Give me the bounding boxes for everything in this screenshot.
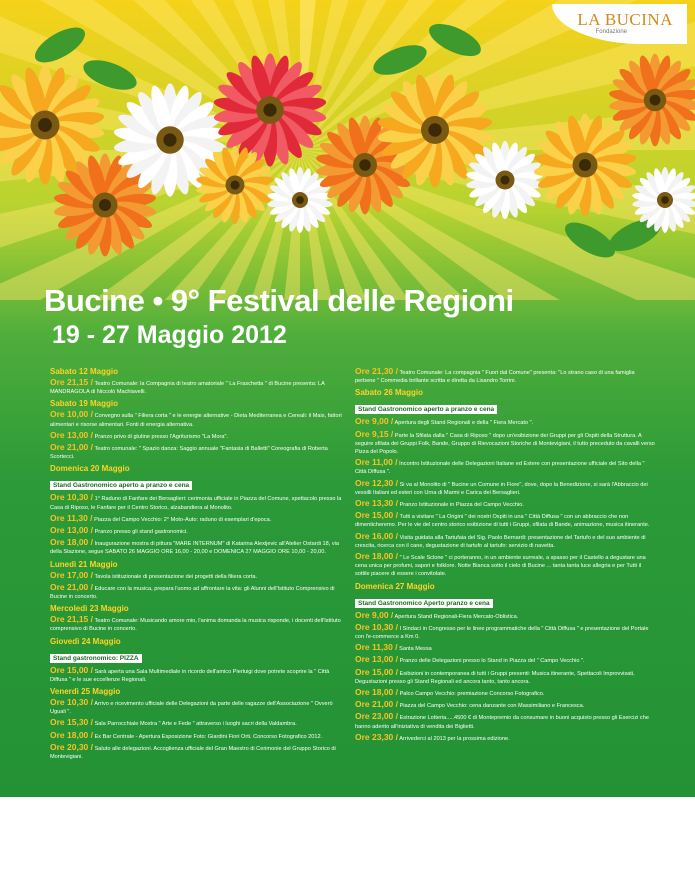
event-time: Ore 10,30 / [355, 621, 399, 632]
event-time: Ore 10,00 / [50, 409, 94, 420]
event-time: Ore 9,15 / [355, 428, 394, 439]
program-day-heading: Lunedì 21 Maggio [50, 559, 118, 569]
event-time: Ore 18,00 / [355, 687, 399, 698]
event-time: Ore 18,00 / [355, 551, 399, 562]
program-event [50, 718, 345, 728]
event-description: Tavola istituzionale di presentazione dei progetti della filiera corta. [94, 573, 258, 580]
brand-subtitle: Fondazione [595, 29, 627, 35]
program-day-heading: Giovedì 24 Maggio [50, 636, 121, 646]
program-event [50, 493, 345, 511]
event-description: " Le Scale Sclone " ci porteranno, in un ambiente surreale, a spasso per il Castello a degustare una cena unica per profumi, sapori e folklore. Notte Bianca sotto il cielo di Bucine ... tanta tanta luce allegria e per Tutti il sottile piacere di essere i convitolate. [355, 555, 646, 578]
stand-banner: Stand Gastronomico Aperto pranzo e cena [355, 599, 493, 608]
program-event [50, 698, 345, 716]
event-time: Ore 21,00 / [50, 581, 94, 592]
event-description: Arrivederci al 2013 per la prossima edizione. [399, 735, 510, 742]
event-description: Saluto alle delegazioni. Accoglienza ufficiale del Gran Maestro di Cerimonie del Gruppo Storico di Montevigiani. [50, 745, 336, 761]
event-description: Incontro Istituzionale delle Delegazioni Italiane ed Estere con presentazione ufficiale del Sito della " Città Diffusa ". [355, 461, 645, 476]
poster-title: Bucine • 9° Festival delle Regioni [44, 283, 514, 318]
event-time: Ore 10,30 / [50, 492, 94, 503]
leaf [370, 39, 431, 81]
program-day-heading: Domenica 20 Maggio [50, 464, 130, 474]
program-day-heading: Sabato 12 Maggio [50, 367, 119, 376]
event-time: Ore 15,00 / [50, 664, 94, 675]
program-event [50, 378, 345, 396]
program-event [50, 526, 345, 536]
program-event [355, 700, 655, 710]
event-time: Ore 21,00 / [355, 699, 399, 710]
event-description: Tutti a visitare " La Origini " dei nostri Ospiti in una " Città Diffusa " con un abbraccio che non dimenticheremo. Per le vie del centro storico esibizione di tutti i Gruppi, sfilata di Bande, animazione, musica itinerante. [355, 514, 650, 529]
program-left-column [50, 366, 345, 763]
event-time: Ore 21,30 / [355, 366, 399, 376]
program-event [50, 538, 345, 556]
event-description: Educare con la musica, prepara l'uomo ad affrontare la vita: gli Alunni dell'Istituto Comprensivo di Bucine in concerto. [50, 585, 335, 601]
event-description: Palco Campo Vecchio: premiazione Concorso Fotografico. [399, 691, 545, 698]
program-event [50, 743, 345, 761]
event-description: Pranzo privo di glutine presso l'Agriturismo "La Mora". [94, 433, 229, 440]
program-event [355, 623, 655, 641]
event-time: Ore 21,15 / [50, 614, 94, 625]
event-time: Ore 11,30 / [355, 642, 398, 653]
event-description: Si va al Monolito di " Bucine un Comune in Fiore", dove, dopo la Benedizione, si sarà l'Abbraccio dei vessilli Italiani ed esteri con Urna di Marmi e Carica dei Bersaglieri. [355, 481, 648, 496]
event-description: Teatro Comunale: la Compagnia di teatro amatoriale " La Fraschetta " di Bucine presenta: LA MANDRAGOLA di Niccolò Machiavelli. [50, 381, 325, 396]
event-time: Ore 9,00 / [355, 609, 394, 620]
program-event [50, 731, 345, 741]
gerbera-flower [267, 167, 333, 233]
program-day-heading: Sabato 26 Maggio [355, 388, 424, 398]
program-event [355, 367, 655, 385]
program-event [355, 733, 655, 743]
leaf [30, 21, 90, 70]
event-description: Visita guidata alla Tartufaia del Sig. Paolo Bernardi: presentazione del Tartufo e del suo ambiente di crescita, ricerca con il cane, degustazione di tartufo al tartufo: servizio di navetta. [355, 534, 646, 549]
program-right-column [355, 366, 655, 745]
program-event [355, 668, 655, 686]
program-event [355, 552, 655, 579]
event-time: Ore 13,00 / [50, 429, 94, 440]
program-event [355, 611, 655, 621]
event-description: Teatro Comunale: Musicando amore mio, l'anima domanda la musica risponde, i docenti dell'Istituto comprensivo di Bucine in concerto. [50, 618, 341, 633]
program-day-heading: Mercoledì 23 Maggio [50, 604, 129, 614]
stand-banner: Stand Gastronomico aperto a pranzo e cena [355, 405, 497, 414]
program-event [355, 643, 655, 653]
event-description: Arrivo e ricevimento ufficiale delle Delegazioni da parte delle ragazze dell'Associazione " Ovverò Uguali ". [50, 701, 333, 716]
event-description: Piazza del Campo Vecchio: cena danzante con Massimiliano e Francesca. [399, 703, 585, 710]
gerbera-flower [213, 53, 327, 166]
program-event [355, 458, 655, 476]
event-description: Sala Parrocchiale Mostra " Arte e Fede " attraverso i luoghi sacri della Valdambra. [94, 721, 297, 728]
stand-banner: Stand gastronomico: PIZZA [50, 654, 142, 663]
program-day-heading: Domenica 27 Maggio [355, 581, 435, 591]
program-event [355, 499, 655, 509]
event-description: Santa Messa [399, 646, 432, 653]
event-description: Apertura Stand Regionali-Fiera Mercato-Oblistica. [394, 613, 519, 620]
event-time: Ore 23,30 / [355, 731, 399, 742]
event-time: Ore 18,00 / [50, 729, 94, 740]
event-description: Pranzo delle Delegazioni presso lo Stand in Piazza del " Campo Vecchio ". [399, 658, 585, 665]
program-event [50, 410, 345, 428]
flower-garland [0, 0, 695, 280]
program-event [50, 571, 345, 581]
event-time: Ore 11,00 / [355, 457, 398, 468]
event-description: Teatro Comunale: La compagnia " Fuori dal Comune" presenta: "Lo strano caso di una famiglia perbene " Commedia brillante scritta e diretta da Lisandro Torrini. [355, 370, 635, 385]
event-time: Ore 13,00 / [50, 525, 94, 536]
leaf [425, 17, 486, 62]
event-time: Ore 15,30 / [50, 717, 94, 728]
program-day-heading: Sabato 19 Maggio [50, 399, 119, 409]
event-description: Piazza del Campo Vecchio: 2° Moto-Auto: raduno di esemplari d'epoca. [94, 516, 272, 523]
program-event [50, 443, 345, 461]
poster-dates: 19 - 27 Maggio 2012 [52, 321, 287, 349]
blank-margin [0, 797, 695, 881]
program-event [355, 655, 655, 665]
event-description: Estrazione Lotteria.....4500 € di Montepremio da consumare in buoni acquisto presso gli Esercizi che hanno aderito all'iniziativa di vendita dei Biglietti. [355, 715, 649, 730]
event-time: Ore 17,00 / [50, 569, 94, 580]
program-day-heading: Venerdì 25 Maggio [50, 687, 121, 697]
program-event [50, 615, 345, 633]
event-time: Ore 9,00 / [355, 416, 394, 427]
event-description: Apertura degli Stand Regionali e della " Fiera Mercato ". [394, 420, 534, 427]
event-time: Ore 13,30 / [355, 498, 399, 509]
program-event [355, 712, 655, 730]
event-time: Ore 20,30 / [50, 741, 94, 752]
event-description: Teatro comunale: " Spazio danza: Saggio annuale "Fantasia di Balletti" Coreografia di Roberta Scortecci. [50, 446, 328, 461]
program-event [50, 583, 345, 601]
event-time: Ore 11,30 / [50, 512, 93, 523]
event-description: Pranzo Istituzionale in Piazza del Campo Vecchio. [399, 502, 524, 509]
program-event [355, 430, 655, 457]
program-event [355, 511, 655, 529]
program-event [355, 479, 655, 497]
event-description: Sarà aperta una Sala Multimediale in ricordo dell'amico Pierluigi dove potrete scoprire la " Città Diffusa " e le sue eccellenze Regionali. [50, 668, 330, 683]
event-time: Ore 23,00 / [355, 711, 399, 722]
event-description: Ex Bar Centrale - Apertura Esposizione Foto: Giardini Fiori Orti. Concorso Fotografico 2012. [94, 733, 323, 740]
program-event [50, 431, 345, 441]
event-description: 1° Raduno di Fanfare dei Bersaglieri: cerimonia ufficiale in Piazza del Comune, spettacolo presso la Casa di Riposo, le Fanfare per il Centro Storico, alzabandiera al Monolito. [50, 496, 342, 511]
event-description: Parte la Sfilata dalla " Casa di Riposo " dopo un'esibizione dei Gruppi per gli Ospiti della Struttura. A seguire sfilata dei Gruppi Folk, Bande, Gruppo di Rievocazioni Storiche di Montevigiani, il tutto preceduto da cavalli verso Pizza del Popolo. [355, 432, 655, 456]
event-time: Ore 16,00 / [355, 530, 399, 541]
event-time: Ore 10,30 / [50, 697, 94, 708]
brand-name: LA BUCINA [577, 10, 673, 29]
event-time: Ore 15,00 / [355, 666, 399, 677]
event-time: Ore 21,15 / [50, 377, 94, 387]
program-event [355, 688, 655, 698]
event-time: Ore 21,00 / [50, 442, 94, 453]
program-event [355, 532, 655, 550]
event-description: Esibizioni in contemporanea di tutti i Gruppi presenti: Musica itinerante, Spettacoli Improvvisati, Degustazioni presso gli Stand Regionali ed ancora tanto, tanto ancora. [355, 670, 635, 685]
event-description: Convegno sulla " Filiera corta " e le energie alternative - Dieta Mediterranea e Cereali: il Mais, fattori alimentari e risorse alimentari. Fonti di energia alternativa. [50, 413, 342, 428]
program-event [50, 514, 345, 524]
event-description: Pranzo presso gli stand gastronomici. [94, 529, 188, 536]
event-time: Ore 13,00 / [355, 654, 399, 665]
event-description: I Sindaci in Congresso per le linee programmatiche della " Città Diffusa " e presentazione del Portale con l'e-commerce a Km 0. [355, 625, 649, 641]
program-event [355, 417, 655, 427]
stand-banner: Stand Gastronomico aperto a pranzo e cena [50, 481, 192, 490]
event-description: Inaugurazione mostra di pittura "MARE INTERNUM" di Katarina Alexijevic all'Atelier Ostardi 18, via della Stazione, segue SABATO 26 MAGGIO ORE 16,00 - 20,00 e DOMENICA 27 MAGGIO ORE 10,00 - 20,00. [50, 541, 340, 556]
event-time: Ore 12,30 / [355, 477, 399, 488]
event-time: Ore 15,00 / [355, 510, 399, 521]
program-event [50, 666, 345, 684]
event-time: Ore 18,00 / [50, 537, 94, 548]
